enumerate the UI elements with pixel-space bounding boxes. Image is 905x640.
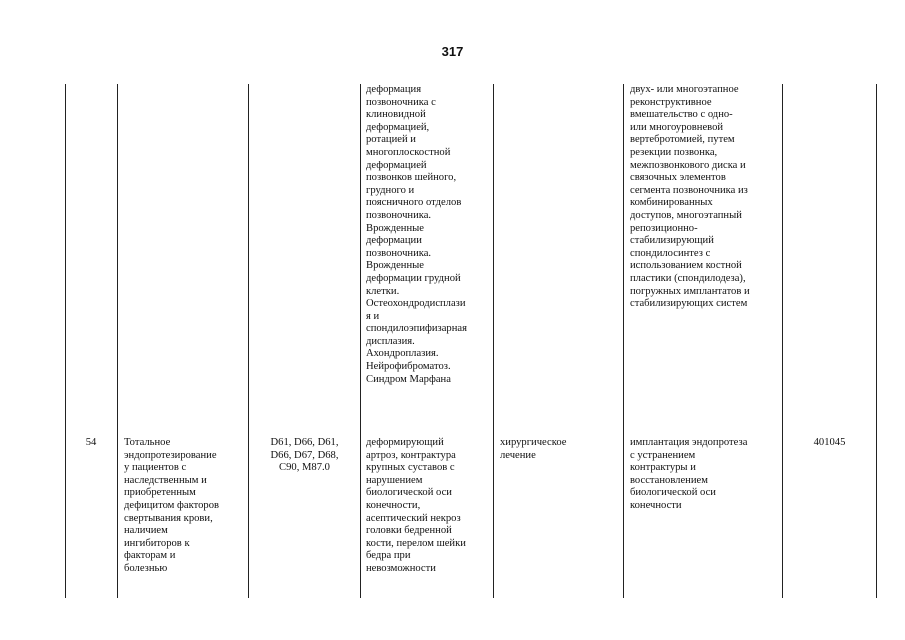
text-line: поясничного отделов: [366, 197, 462, 209]
text-line: грудного и: [366, 184, 415, 196]
text-line: позвонков шейного,: [366, 172, 457, 184]
text-line: клетки.: [366, 285, 400, 297]
text-line: наличием: [124, 525, 168, 537]
cost-value: 401045: [813, 437, 846, 448]
text-line: крупных суставов с: [366, 462, 455, 474]
text-line: хирургическое: [500, 437, 567, 448]
text-line: дисплазия.: [366, 335, 415, 347]
text-line: нарушением: [366, 474, 423, 486]
text-line: многоплоскостной: [366, 146, 451, 158]
text-line: конечности,: [366, 499, 421, 511]
text-line: свертывания крови,: [124, 512, 213, 524]
text-line: комбинированных: [630, 197, 713, 209]
text-line: позвоночника.: [366, 209, 432, 221]
text-line: Синдром Марфана: [366, 373, 451, 385]
text-line: деформации: [366, 235, 422, 247]
text-line: стабилизирующих систем: [630, 298, 748, 310]
text-line: у пациентов с: [124, 462, 187, 474]
continuation-method-cell: [630, 84, 780, 311]
text-line: кости, перелом шейки: [366, 537, 466, 549]
table-border-right: [876, 84, 877, 598]
text-line: ротацией и: [366, 134, 416, 146]
text-line: стабилизирующий: [630, 235, 714, 247]
text-line: сегмента позвоночника из: [630, 184, 748, 196]
text-line: лечение: [500, 449, 536, 461]
text-line: болезнью: [124, 562, 168, 574]
text-line: факторам и: [124, 550, 176, 562]
text-line: Врожденные: [366, 260, 424, 272]
text-line: вертебротомией, путем: [630, 134, 735, 146]
text-line: спондилосинтез с: [630, 247, 711, 259]
text-line: пластики (спондилодеза),: [630, 272, 746, 284]
text-line: деформацией: [366, 159, 427, 171]
row-number: 54: [85, 437, 97, 448]
text-line: доступов, многоэтапный: [630, 209, 742, 221]
text-line: деформирующий: [366, 437, 444, 448]
text-line: головки бедренной: [366, 525, 452, 537]
row-name-cell: [124, 437, 246, 576]
text-line: двух- или многоэтапное: [630, 84, 739, 95]
row-number-cell: [65, 437, 117, 450]
column-divider-5: [623, 84, 624, 598]
text-line: артроз, контрактура: [366, 449, 456, 461]
text-line: реконструктивное: [630, 96, 712, 108]
text-line: невозможности: [366, 562, 436, 574]
text-line: Врожденные: [366, 222, 424, 234]
column-divider-1: [117, 84, 118, 598]
column-divider-4: [493, 84, 494, 598]
page-number: 317: [441, 44, 464, 59]
text-line: репозиционно-: [630, 222, 698, 234]
row-treatment-cell: [500, 437, 620, 462]
column-divider-6: [782, 84, 783, 598]
text-line: позвоночника с: [366, 96, 436, 108]
text-line: ингибиторов к: [124, 537, 190, 549]
text-line: деформацией,: [366, 121, 430, 133]
text-line: Остеохондродисплази: [366, 298, 466, 310]
text-line: эндопротезирование: [124, 449, 217, 461]
text-line: имплантация эндопротеза: [630, 437, 748, 448]
text-line: восстановлением: [630, 474, 708, 486]
text-line: Тотальное: [124, 437, 171, 448]
text-line: вмешательство с одно-: [630, 109, 733, 121]
text-line: биологической оси: [630, 487, 716, 499]
text-line: контрактуры и: [630, 462, 696, 474]
text-line: деформации грудной: [366, 272, 461, 284]
text-line: бедра при: [366, 550, 411, 562]
text-line: использованием костной: [630, 260, 742, 272]
row-codes-cell: [249, 437, 360, 475]
table-border-left: [65, 84, 66, 598]
text-line: асептический некроз: [366, 512, 461, 524]
text-line: деформация: [366, 84, 422, 95]
text-line: дефицитом факторов: [124, 499, 219, 511]
text-line: D66, D67, D68,: [270, 449, 339, 461]
text-line: резекции позвонка,: [630, 146, 718, 158]
row-cost-cell: [783, 437, 876, 450]
text-line: C90, M87.0: [279, 462, 330, 474]
continuation-diagnosis-cell: [366, 84, 492, 386]
text-line: приобретенным: [124, 487, 196, 499]
text-line: наследственным и: [124, 474, 207, 486]
text-line: я и: [366, 310, 380, 322]
text-line: конечности: [630, 499, 682, 511]
text-line: погружных имплантатов и: [630, 285, 750, 297]
text-line: Ахондроплазия.: [366, 348, 439, 360]
row-method-cell: [630, 437, 780, 513]
column-divider-3: [360, 84, 361, 598]
text-line: D61, D66, D61,: [270, 437, 339, 448]
text-line: связочных элементов: [630, 172, 726, 184]
text-line: позвоночника.: [366, 247, 432, 259]
text-line: клиновидной: [366, 109, 426, 121]
text-line: Нейрофиброматоз.: [366, 361, 451, 373]
column-divider-2: [248, 84, 249, 598]
text-line: с устранением: [630, 449, 696, 461]
text-line: спондилоэпифизарная: [366, 323, 467, 335]
row-diagnosis-cell: [366, 437, 492, 576]
text-line: биологической оси: [366, 487, 452, 499]
text-line: или многоуровневой: [630, 121, 724, 133]
text-line: межпозвонкового диска и: [630, 159, 746, 171]
